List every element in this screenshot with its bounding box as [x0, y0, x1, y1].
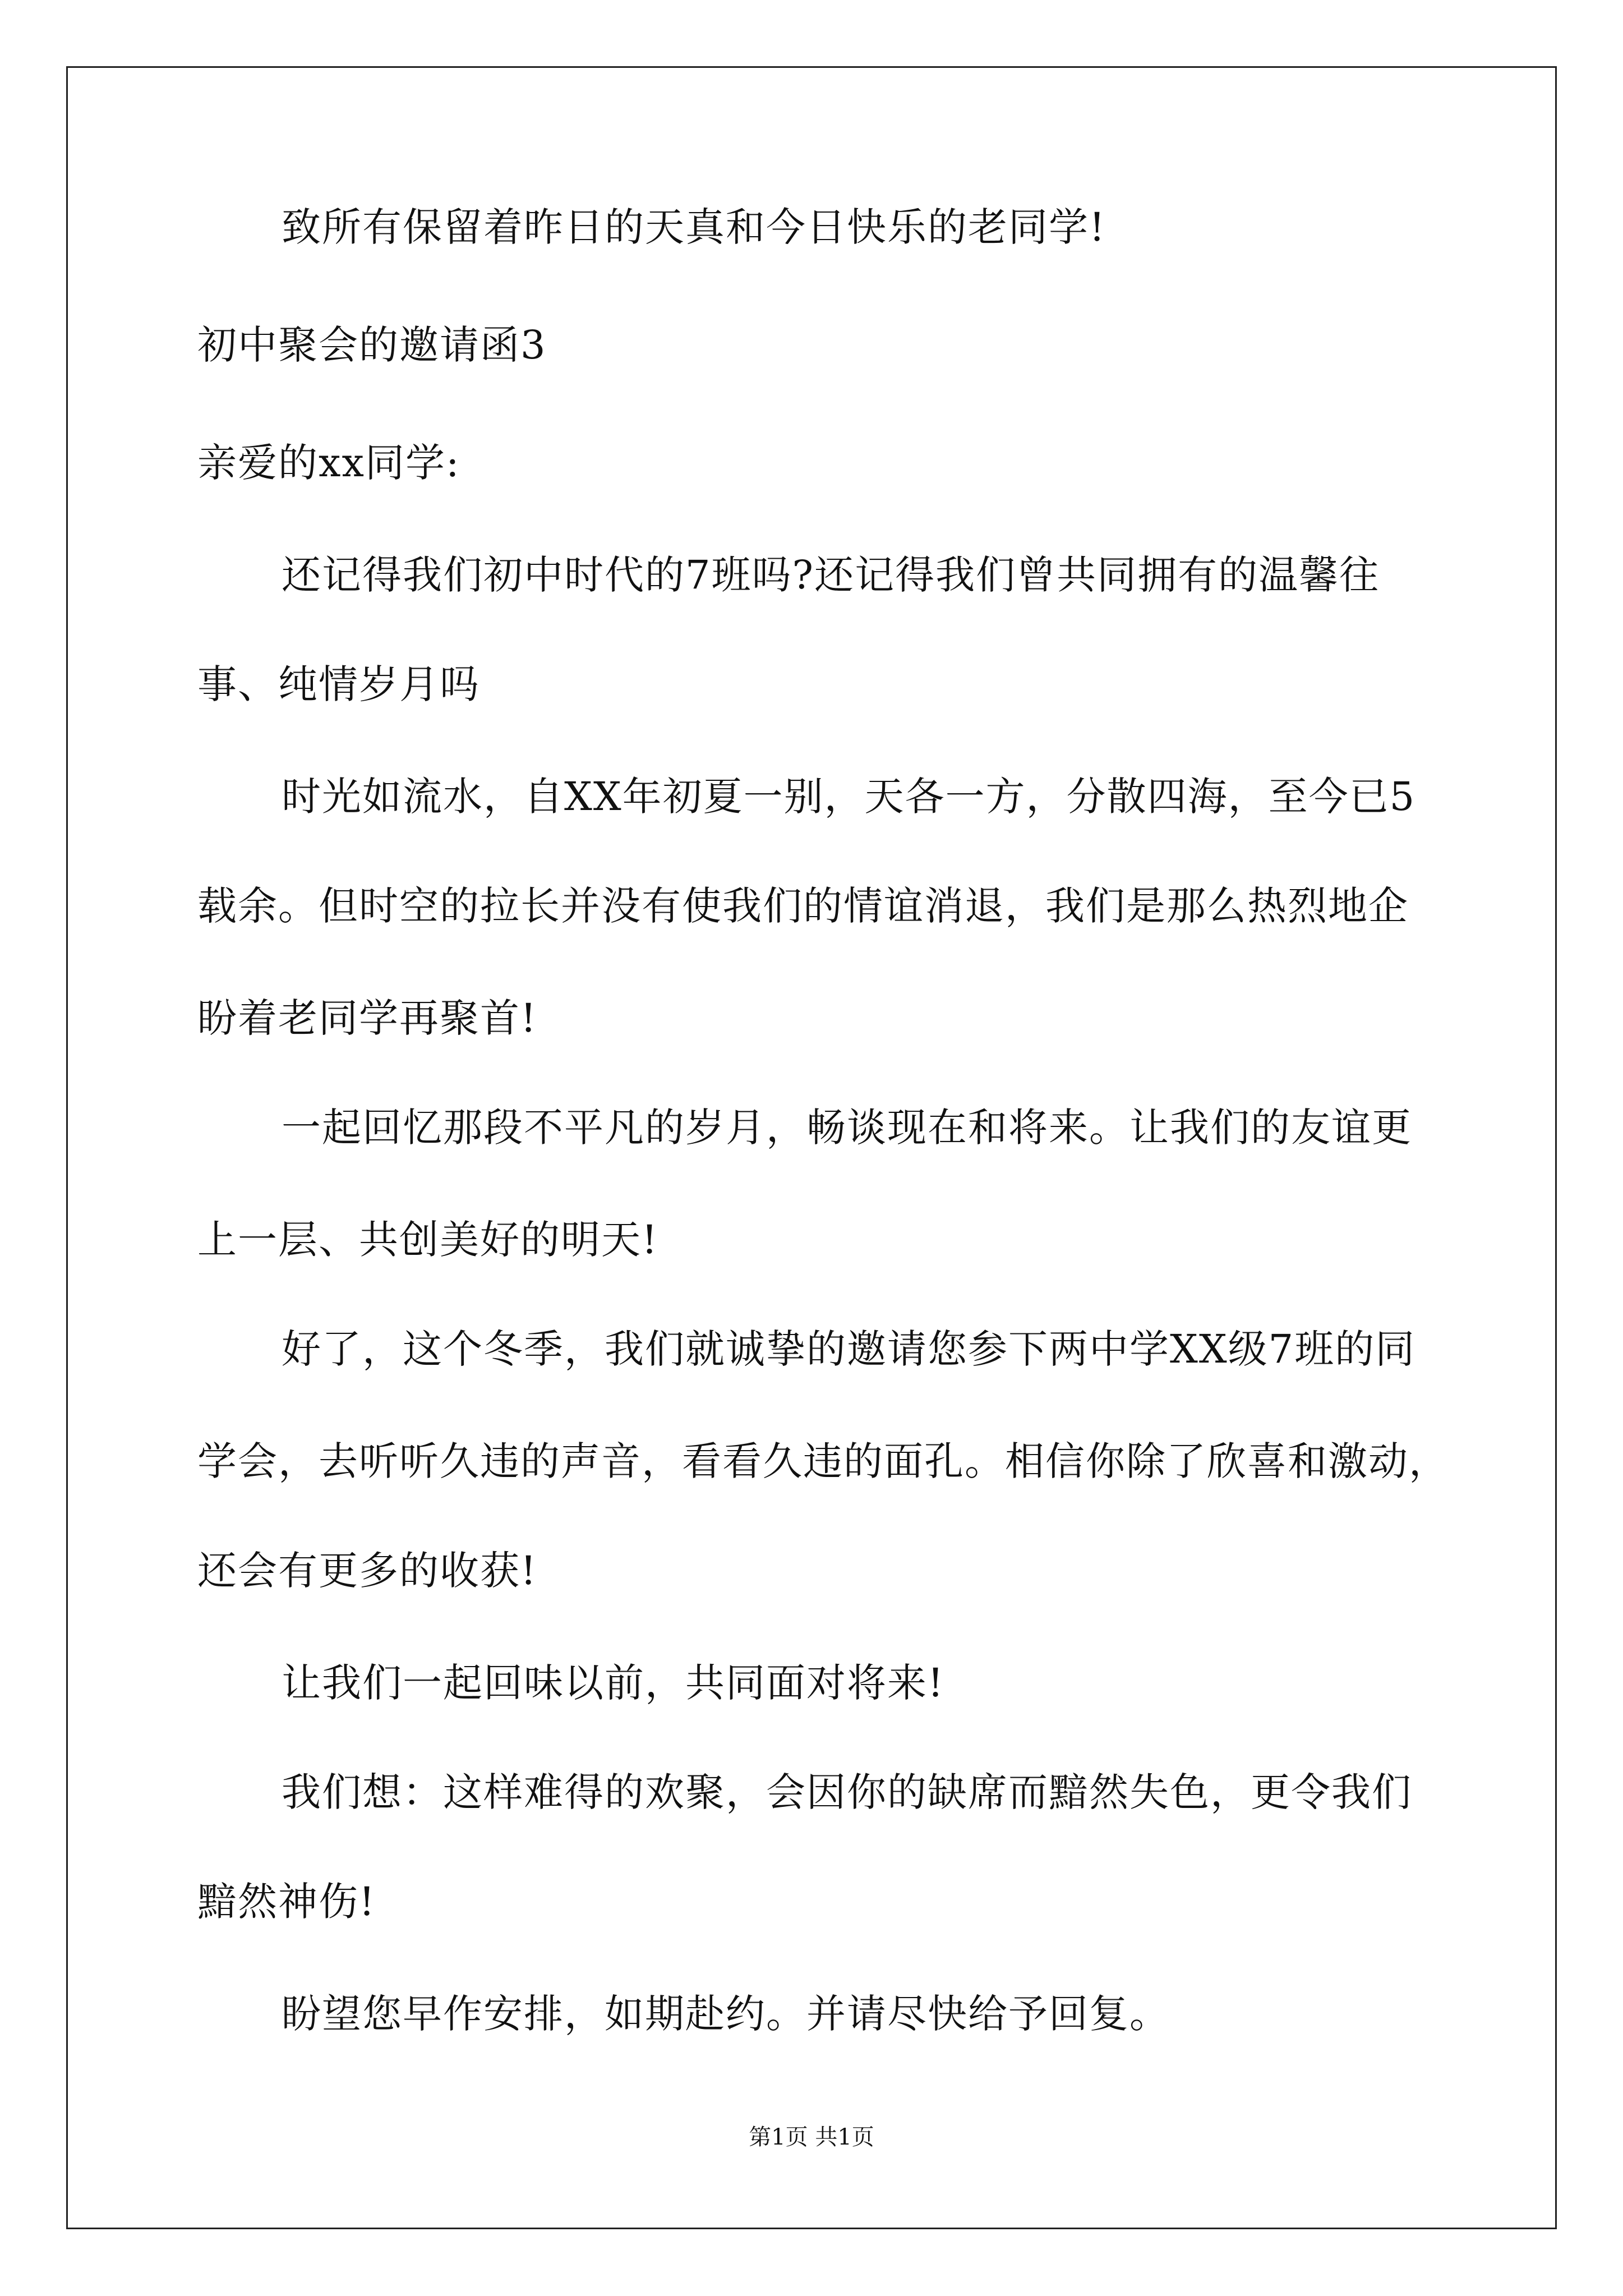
- paragraph-line: 载余。但时空的拉长并没有使我们的情谊消退，我们是那么热烈地企: [197, 883, 1409, 929]
- paragraph-line: 还会有更多的收获!: [197, 1548, 538, 1594]
- paragraph-line: 还记得我们初中时代的7班吗?还记得我们曾共同拥有的温馨往: [282, 552, 1380, 598]
- paragraph-line: 一起回忆那段不平凡的岁月，畅谈现在和将来。让我们的友谊更: [282, 1105, 1412, 1151]
- paragraph-line: 事、纯情岁月吗: [197, 661, 480, 707]
- paragraph-line: 盼望您早作安排，如期赴约。并请尽快给予回复。: [282, 1991, 1170, 2037]
- page-footer: 第1页 共1页: [749, 2124, 874, 2150]
- paragraph-line: 盼着老同学再聚首!: [197, 995, 538, 1041]
- paragraph-line: 好了，这个冬季，我们就诚挚的邀请您参下两中学XX级7班的同: [282, 1326, 1416, 1372]
- paragraph-line: 让我们一起回味以前，共同面对将来!: [282, 1660, 945, 1706]
- paragraph-line: 我们想：这样难得的欢聚，会因你的缺席而黯然失色，更令我们: [282, 1769, 1412, 1815]
- paragraph-line: 上一层、共创美好的明天!: [197, 1217, 659, 1263]
- paragraph-line: 时光如流水，自XX年初夏一别，天各一方，分散四海，至今已5: [282, 774, 1416, 820]
- salutation: 亲爱的xx同学:: [197, 440, 460, 486]
- greeting-line: 致所有保留着昨日的天真和今日快乐的老同学!: [282, 204, 1106, 250]
- paragraph-line: 学会，去听听久违的声音，看看久违的面孔。相信你除了欣喜和激动，: [197, 1438, 1449, 1484]
- paragraph-line: 黯然神伤!: [197, 1879, 376, 1925]
- section-heading: 初中聚会的邀请函3: [197, 322, 547, 368]
